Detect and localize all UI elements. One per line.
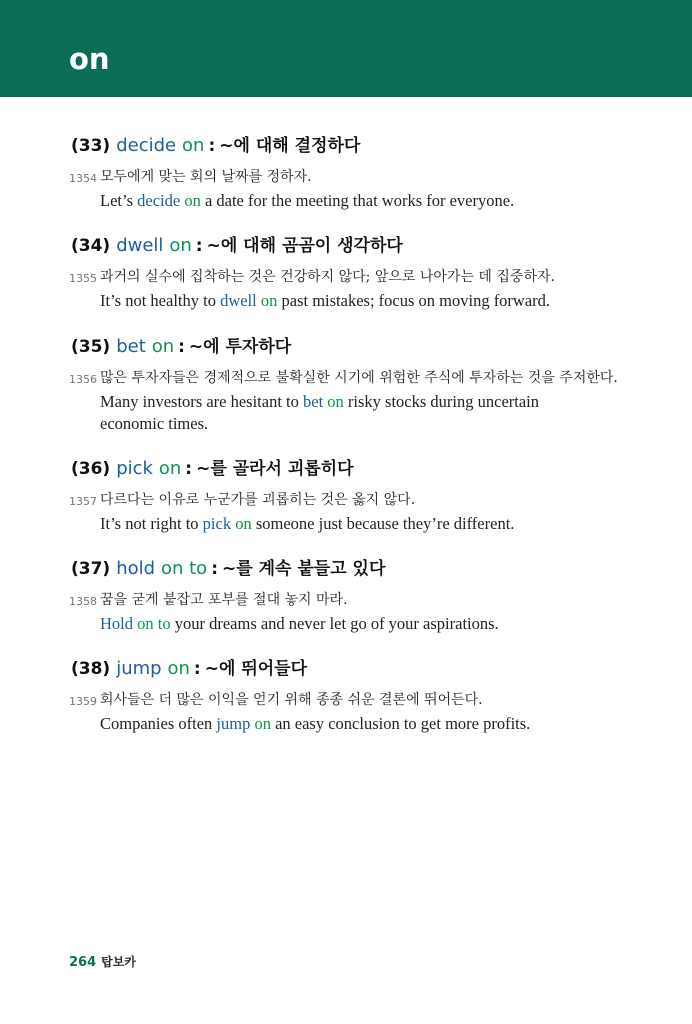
highlight-particle: on [184, 191, 201, 210]
verb-word: bet [116, 336, 146, 357]
korean-sentence: 과거의 실수에 집착하는 것은 건강하지 않다; 앞으로 나아가는 데 집중하자. [100, 269, 555, 285]
highlight-verb: Hold [100, 614, 133, 633]
english-sentence: Companies often jump on an easy conclusion to get more profits. [100, 714, 531, 733]
korean-sentence: 많은 투자자들은 경제적으로 불확실한 시기에 위험한 주식에 투자하는 것을 주저한다. [100, 370, 618, 386]
separator: : [178, 337, 185, 357]
page-number: 264 [69, 955, 97, 970]
separator: : [195, 236, 203, 256]
entry-number: (36) [71, 459, 111, 479]
korean-sentence: 모두에게 맞는 회의 날짜를 정하자. [100, 169, 312, 185]
highlight-particle: on [327, 392, 344, 411]
separator: : [211, 559, 219, 579]
entry-number: (37) [71, 559, 111, 579]
meaning: ~를 계속 붙들고 있다 [222, 559, 386, 579]
entry-heading [71, 235, 403, 257]
korean-sentence: 다르다는 이유로 누군가를 괴롭히는 것은 옳지 않다. [100, 492, 416, 508]
entry-number: (35) [71, 337, 111, 357]
example-number: 1357 [69, 495, 97, 508]
example-number: 1356 [69, 373, 97, 386]
highlight-particle: on [260, 291, 278, 310]
highlight-particle: on [254, 714, 271, 733]
highlight-verb: jump [216, 714, 251, 733]
korean-sentence: 회사들은 더 많은 이익을 얻기 위해 종종 쉬운 결론에 뛰어든다. [100, 692, 483, 708]
particle-word: on [151, 336, 175, 357]
verb-word: hold [116, 558, 156, 579]
highlight-verb: dwell [220, 291, 257, 310]
entry-number: (34) [71, 236, 111, 256]
english-sentence: It’s not right to pick on someone just because they’re different. [100, 514, 515, 533]
entry-heading [71, 336, 291, 358]
entry-number: (38) [71, 659, 111, 679]
meaning: ~에 투자하다 [188, 337, 292, 357]
particle-word: on [167, 658, 190, 679]
verb-word: pick [116, 458, 153, 479]
entry-heading [71, 458, 354, 480]
separator: : [208, 136, 216, 156]
english-sentence: Hold on to your dreams and never let go of your aspirations. [100, 614, 499, 633]
entry-heading [71, 558, 385, 580]
particle-word: on [182, 135, 205, 156]
highlight-verb: pick [202, 514, 232, 533]
separator: : [193, 659, 201, 679]
verb-word: decide [116, 135, 177, 156]
chapter-title: on [69, 42, 110, 76]
highlight-particle: on [235, 514, 252, 533]
korean-sentence: 꿈을 굳게 붙잡고 포부를 절대 놓지 마라. [100, 592, 348, 608]
highlight-particle: on to [137, 614, 171, 633]
example-number: 1358 [69, 595, 97, 608]
verb-word: jump [116, 658, 162, 679]
particle-word: on [158, 458, 182, 479]
entry-heading [71, 135, 360, 157]
page-footer [69, 954, 136, 971]
meaning: ~에 뛰어들다 [204, 659, 308, 679]
highlight-verb: decide [137, 191, 181, 210]
entry-heading [71, 658, 307, 680]
example-number: 1354 [69, 172, 97, 185]
meaning: ~에 대해 곰곰이 생각하다 [206, 236, 403, 256]
entry-number: (33) [71, 136, 111, 156]
particle-word: on [169, 235, 192, 256]
book-title: 탑보카 [101, 955, 136, 969]
verb-word: dwell [116, 235, 164, 256]
meaning: ~를 골라서 괴롭히다 [196, 459, 354, 479]
example-number: 1355 [69, 272, 97, 285]
highlight-verb: bet [303, 392, 324, 411]
example-number: 1359 [69, 695, 97, 708]
english-sentence: Let’s decide on a date for the meeting that works for everyone. [100, 191, 515, 210]
meaning: ~에 대해 결정하다 [219, 136, 361, 156]
english-sentence: Many investors are hesitant to bet on risky stocks during uncertain economic times. [100, 392, 540, 433]
separator: : [185, 459, 193, 479]
english-sentence: It’s not healthy to dwell on past mistakes; focus on moving forward. [100, 291, 551, 310]
particle-word: on to [160, 558, 208, 579]
chapter-header-bar [0, 0, 692, 97]
